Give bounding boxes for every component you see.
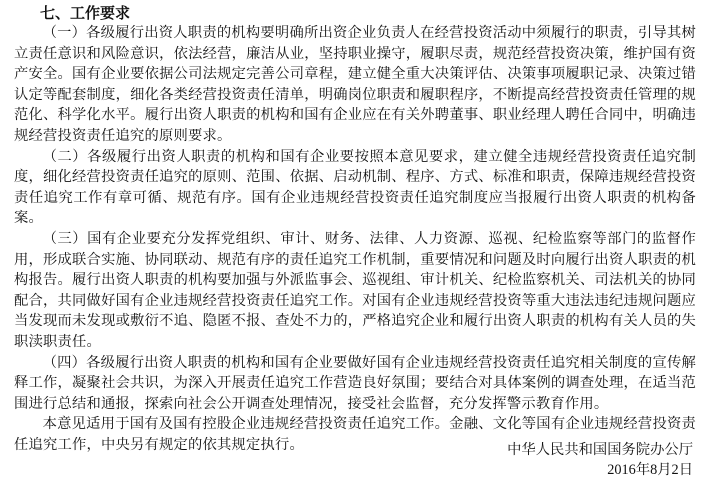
issuing-organization: 中华人民共和国国务院办公厅	[507, 442, 693, 458]
paragraph-4: （四）各级履行出资人职责的机构和国有企业要做好国有企业违规经营投资责任追究相关制度的宣传解释工作，凝聚社会共识，为深入开展责任追究工作营造良好氛围；要结合对具体案例的调查处理，在适当范围进行总结和通报，探索向社会公开调查处理情况，接受社会监督，充分发挥警示教育作用。	[14, 354, 696, 412]
document-body	[14, 3, 696, 455]
paragraph-5: 本意见适用于国有及国有控股企业违规经营投资责任追究工作。金融、文化等国有企业违规经营投资责任追究工作，中央另有规定的依其规定执行。	[14, 416, 696, 453]
paragraph-1: （一）各级履行出资人职责的机构要明确所出资企业负责人在经营投资活动中须履行的职责，引导其树立责任意识和风险意识，依法经营，廉洁从业，坚持职业操守，履职尽责，规范经营投资决策，维护国有资产安全。国有企业要依据公司法规定完善公司章程，建立健全重大决策评估、决策事项履职记录、决策过错认定等配套制度，细化各类经营投资责任清单，明确岗位职责和履职程序，不断提高经营投资责任管理的规范化、科学化水平。履行出资人职责的机构和国有企业应在有关外聘董事、职业经理人聘任合同中，明确违规经营投资责任追究的原则要求。	[14, 25, 696, 144]
paragraph-3: （三）国有企业要充分发挥党组织、审计、财务、法律、人力资源、巡视、纪检监察等部门的监督作用，形成联合实施、协同联动、规范有序的责任追究工作机制，重要情况和问题及时向履行出资人职责的机构报告。履行出资人职责的机构要加强与外派监事会、巡视组、审计机关、纪检监察机关、司法机关的协同配合，共同做好国有企业违规经营投资责任追究工作。对国有企业违规经营投资等重大违法违纪违规问题应当发现而未发现或敷衍不追、隐匿不报、查处不力的，严格追究企业和履行出资人职责的机构有关人员的失职渎职责任。	[14, 230, 696, 350]
section-title: 七、工作要求	[40, 4, 131, 22]
issue-date: 2016年8月2日	[607, 462, 693, 478]
paragraph-2: （二）各级履行出资人职责的机构和国有企业要按照本意见要求，建立健全违规经营投资责任追究制度，细化经营投资责任追究的原则、范围、依据、启动机制、程序、方式、标准和职责，保障违规经营投资责任追究工作有章可循、规范有序。国有企业违规经营投资责任追究制度应当报履行出资人职责的机构备案。	[14, 148, 696, 227]
